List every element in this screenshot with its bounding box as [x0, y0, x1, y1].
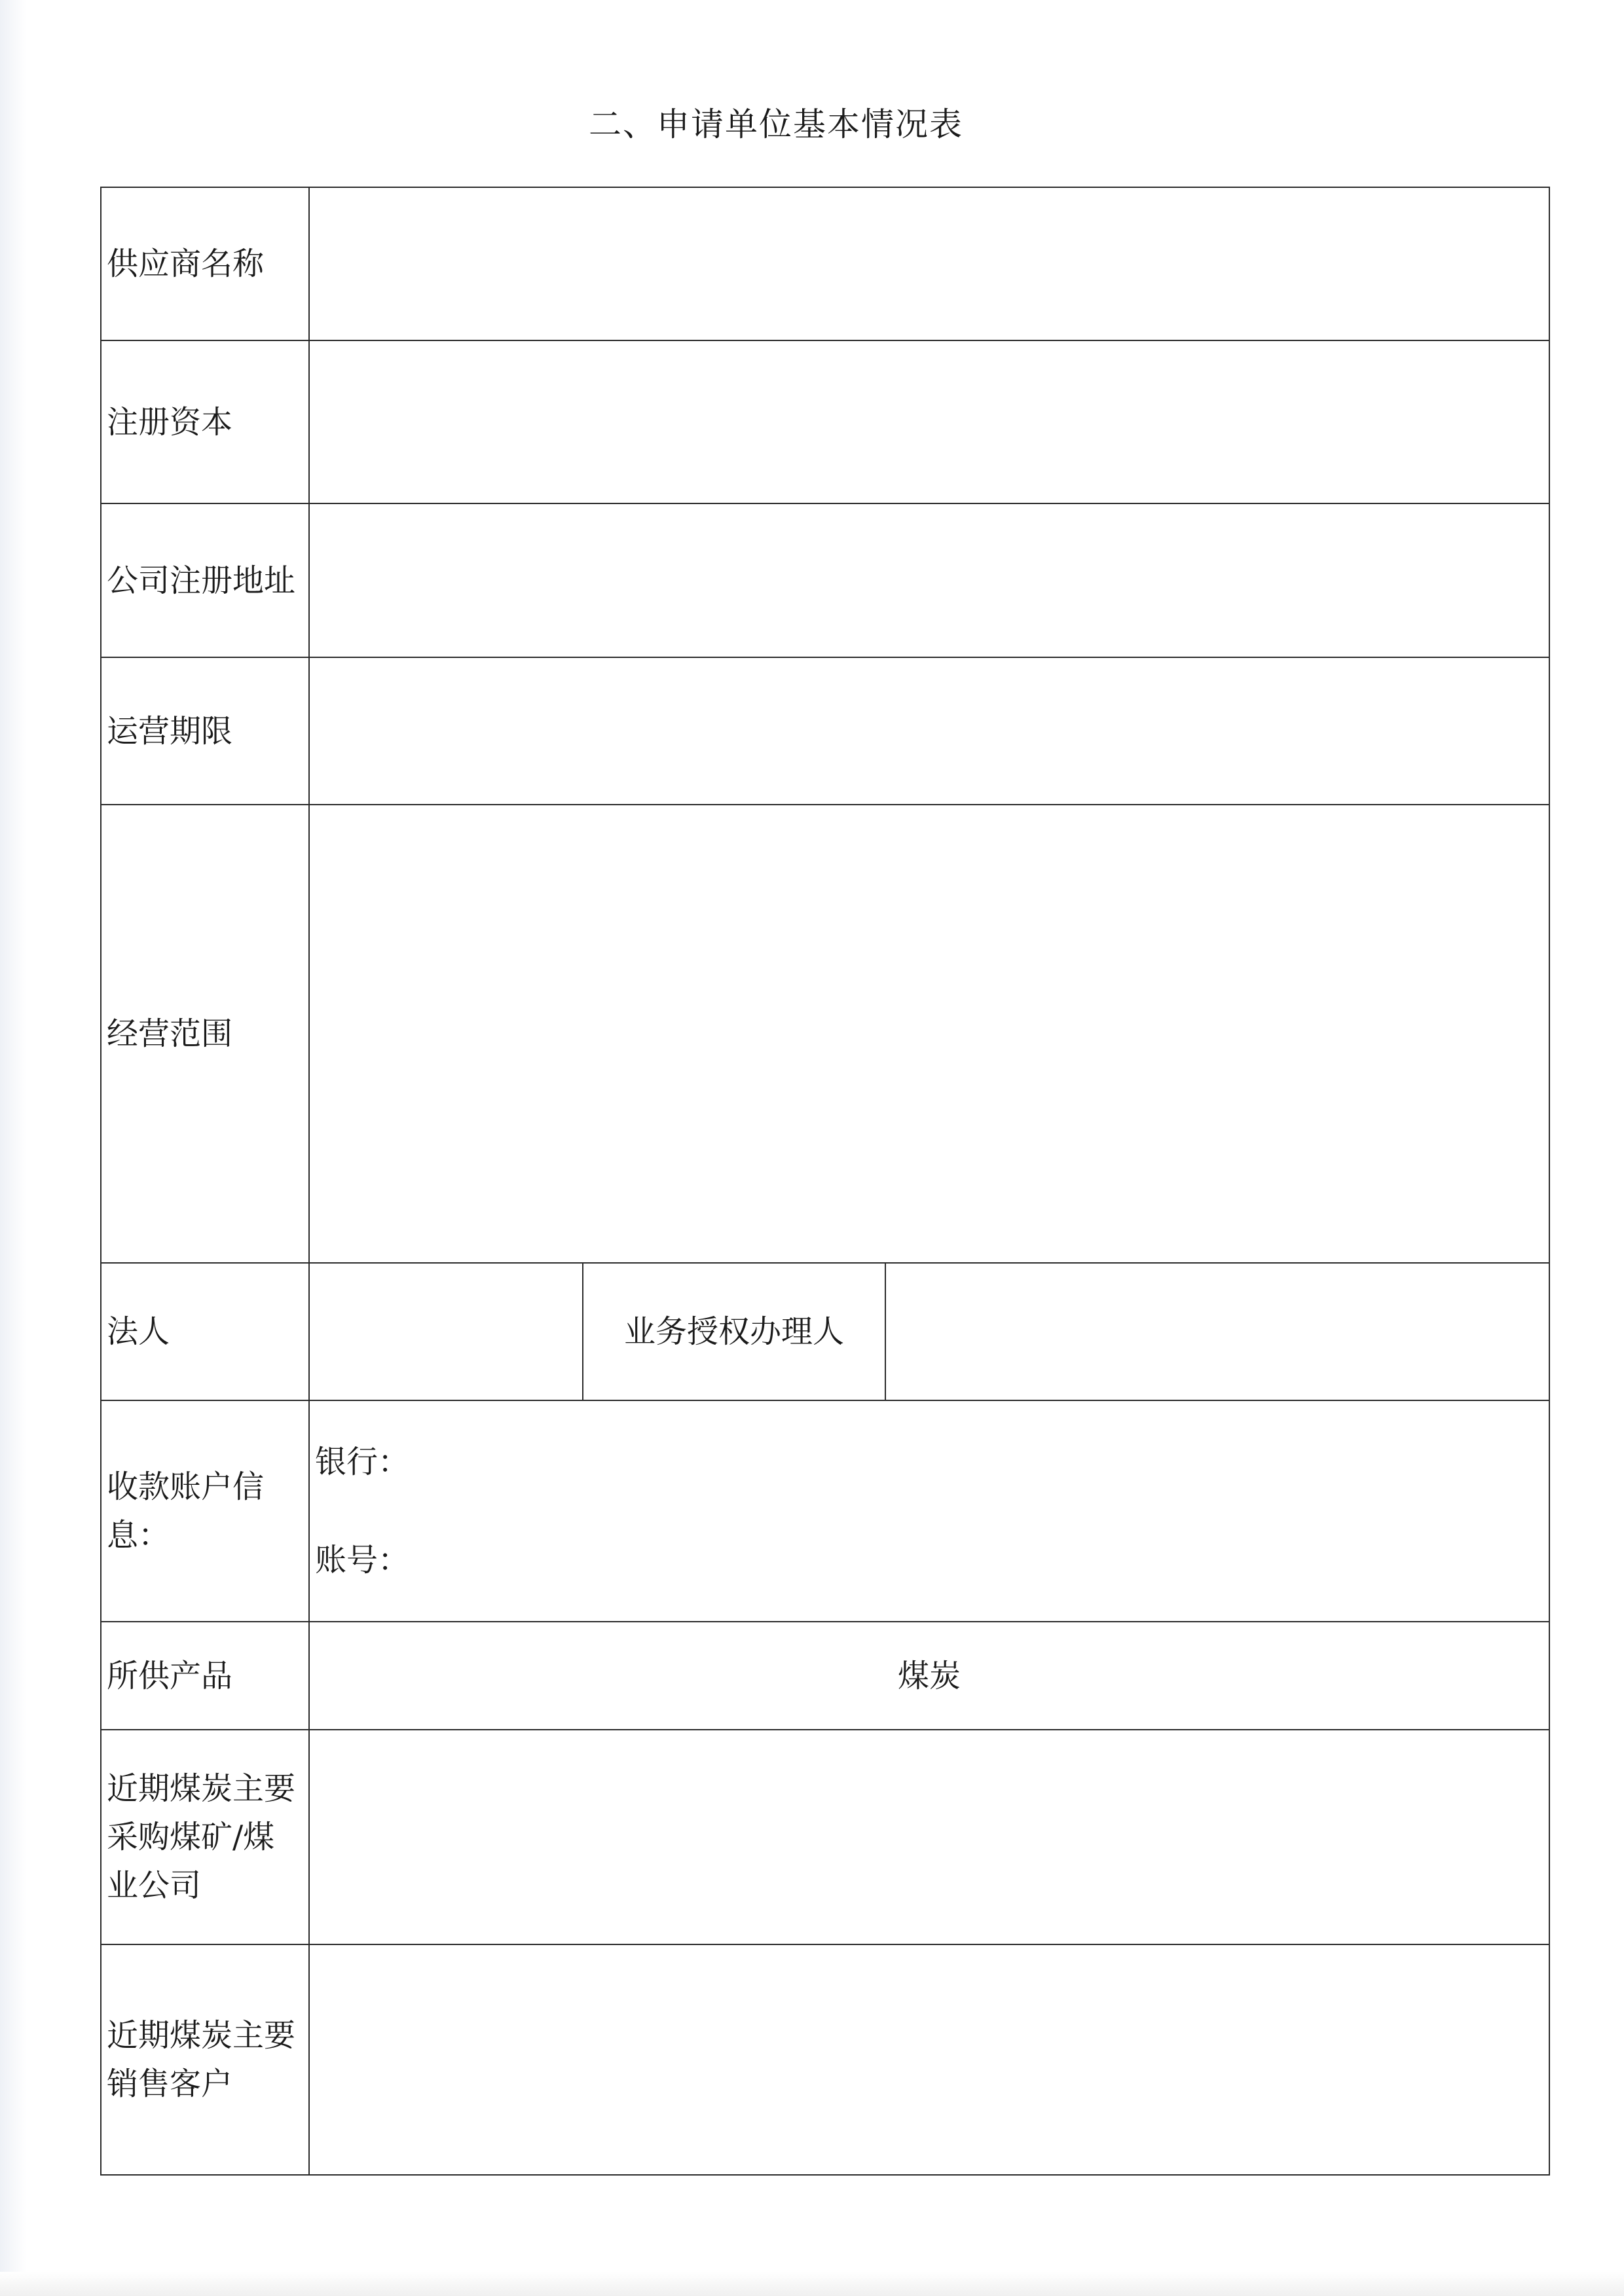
registered-capital-row	[101, 340, 1549, 503]
recent-customers-row	[101, 1944, 1549, 2175]
business-scope-field[interactable]	[309, 805, 1549, 1263]
page-edge-shadow	[0, 0, 26, 2296]
legal-person-row	[101, 1263, 1549, 1400]
products-label: 所供产品	[101, 1622, 309, 1730]
account-number-label: 账号：	[315, 1542, 410, 1578]
registered-address-row	[101, 503, 1549, 657]
recent-customers-field[interactable]	[309, 1944, 1549, 2175]
operating-period-row	[101, 657, 1549, 805]
supplier-name-field[interactable]	[309, 187, 1549, 340]
page-title: 二、申请单位基本情况表	[589, 105, 963, 143]
payment-account-field[interactable]	[309, 1400, 1549, 1622]
supplier-name-label: 供应商名称	[101, 187, 309, 340]
recent-customers-label: 近期煤炭主要销售客户	[101, 1944, 309, 2175]
recent-purchase-row	[101, 1730, 1549, 1944]
recent-purchase-field[interactable]	[309, 1730, 1549, 1944]
operating-period-field[interactable]	[309, 657, 1549, 805]
products-value: 煤炭	[309, 1622, 1549, 1730]
legal-person-label: 法人	[101, 1263, 309, 1400]
authorized-agent-label: 业务授权办理人	[583, 1263, 885, 1400]
operating-period-label: 运营期限	[101, 657, 309, 805]
business-scope-row	[101, 805, 1549, 1263]
registered-capital-label: 注册资本	[101, 340, 309, 503]
page-bottom-shadow	[0, 2272, 1624, 2296]
products-row	[101, 1622, 1549, 1730]
payment-account-label: 收款账户信息：	[101, 1400, 309, 1622]
supplier-name-row	[101, 187, 1549, 340]
recent-purchase-label: 近期煤炭主要采购煤矿/煤业公司	[101, 1730, 309, 1944]
registered-address-label: 公司注册地址	[101, 503, 309, 657]
bank-label: 银行：	[315, 1444, 410, 1480]
registered-address-field[interactable]	[309, 503, 1549, 657]
payment-account-row	[101, 1400, 1549, 1622]
authorized-agent-field[interactable]	[885, 1263, 1549, 1400]
registered-capital-field[interactable]	[309, 340, 1549, 503]
applicant-info-table	[100, 187, 1550, 2176]
business-scope-label: 经营范围	[101, 805, 309, 1263]
legal-person-field[interactable]	[309, 1263, 583, 1400]
